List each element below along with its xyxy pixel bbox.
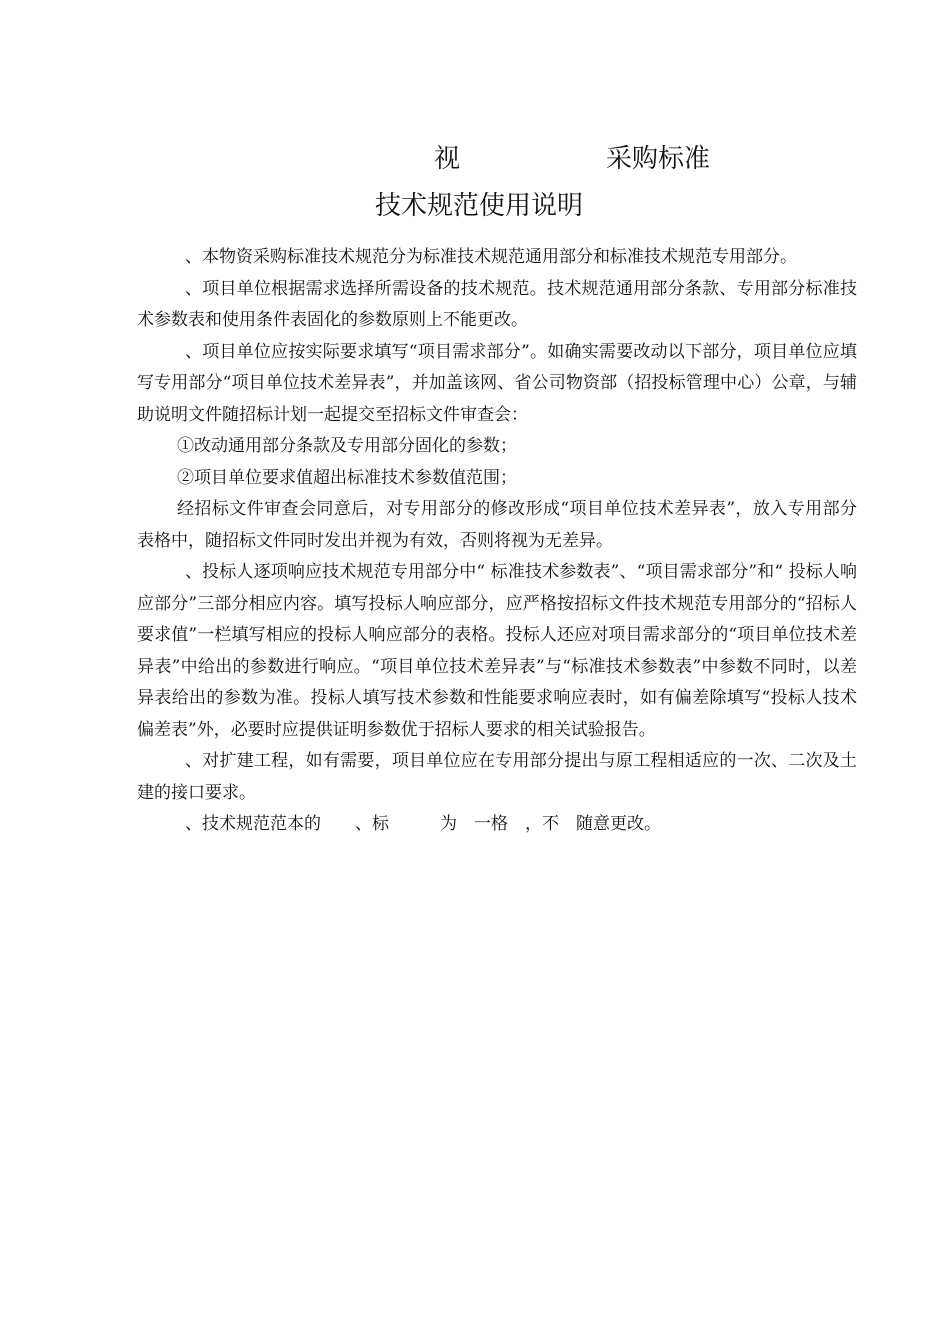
list-item-1: ①改动通用部分条款及专用部分固化的参数； [177,436,517,456]
paragraph-6: 、对扩建工程，如有需要，项目单位应在专用部分提出与原工程相适应的一次、二次及土建的接口要求。 [137,751,857,803]
paragraph-1: 、本物资采购标准技术规范分为标准技术规范通用部分和标准技术规范专用部分。 [185,247,797,267]
paragraph-3: 、项目单位应按实际要求填写“项目需求部分”。如确实需要改动以下部分，项目单位应填写专用部分“项目单位技术差异表”，并加盖该网、省公司物资部（招投标管理中心）公章，与辅助说明文件随招标计划一起提交至招标文件审查会： [137,341,857,425]
paragraph-7: 、技术规范范本的 、标 为 一格 ，不 随意更改。 [185,814,661,834]
list-item-2: ②项目单位要求值超出标准技术参数值范围； [177,467,517,488]
document-body [137,242,857,841]
document-subtitle: 技术规范使用说明 [375,191,584,221]
paragraph-4: 经招标文件审查会同意后，对专用部分的修改形成“项目单位技术差异表”，放入专用部分表格中，随招标文件同时发出并视为有效，否则将视为无差异。 [137,499,857,551]
document-title-line1 [0,138,950,178]
title-fragment-right: 采购标准 [606,144,711,174]
paragraph-5: 、投标人逐项响应技术规范专用部分中“ 标准技术参数表”、“项目需求部分”和“ 投标人响应部分”三部分相应内容。填写投标人响应部分，应严格按招标文件技术规范专用部分的“招标人要求值”一栏填写相应的投标人响应部分的表格。投标人还应对项目需求部分的“项目单位技术差异表”中给出的参数进行响应。“项目单位技术差异表”与“标准技术参数表”中参数不同时，以差异表给出的参数为准。投标人填写技术参数和性能要求响应表时，如有偏差除填写“投标人技术偏差表”外，必要时应提供证明参数优于招标人要求的相关试验报告。 [137,562,857,740]
title-fragment-left: 视 [434,144,461,174]
paragraph-2: 、项目单位根据需求选择所需设备的技术规范。技术规范通用部分条款、专用部分标准技术参数表和使用条件表固化的参数原则上不能更改。 [137,278,857,330]
